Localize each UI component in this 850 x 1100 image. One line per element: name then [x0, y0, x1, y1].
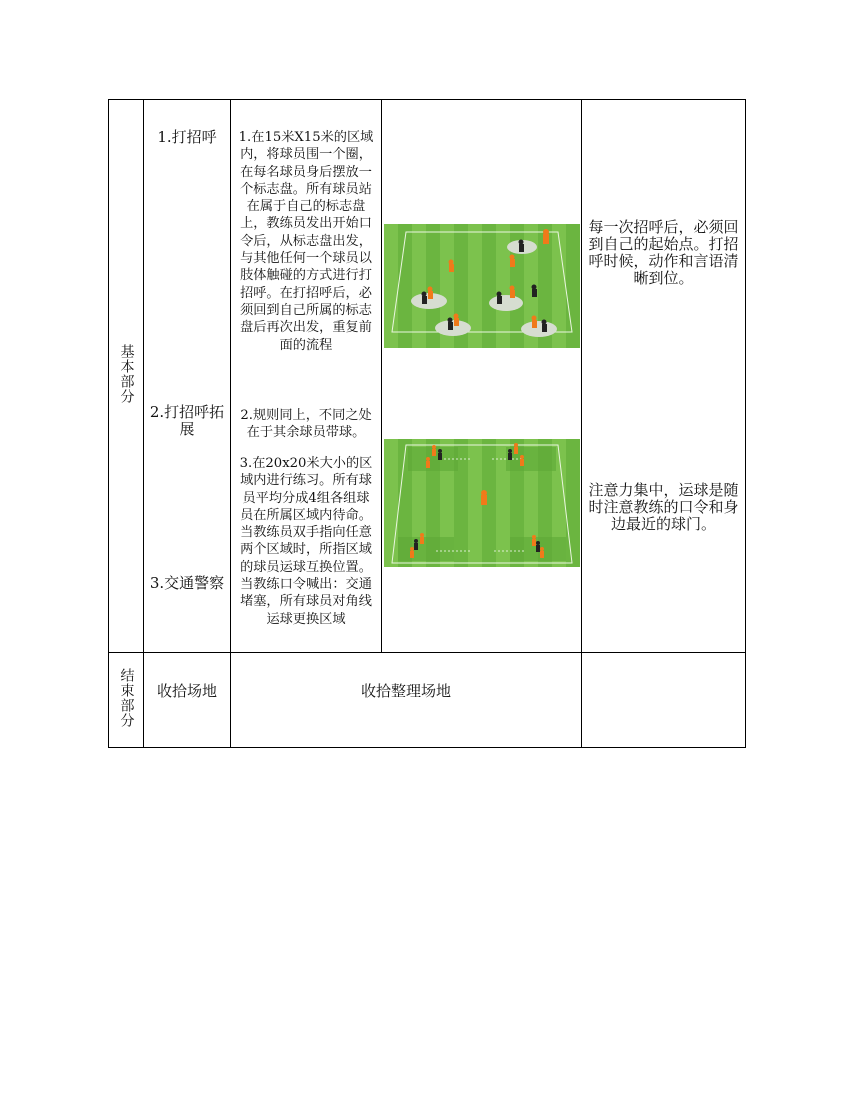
diagram-cell	[382, 100, 582, 653]
note-greet: 每一次招呼后，必须回到自己的起始点。打招呼时候，动作和言语清晰到位。	[588, 218, 739, 287]
closing-note-cell	[582, 653, 746, 748]
activity-descriptions-cell	[231, 100, 382, 653]
activity-name-greet-ext: 2.打招呼拓展	[149, 403, 225, 438]
activity-desc-greet: 1.在15米X15米的区域内，将球员围一个圈，在每名球员身后摆放一个标志盘。所有球员站在属于自己的标志盘上，教练员发出开始口令后，从标志盘出发，与其他任何一个球员以肢体触碰的方式进行打招呼。在打招呼后，必须回到自己所属的标志盘后再次出发，重复前面的流程	[238, 130, 374, 353]
lesson-plan-table	[108, 99, 746, 748]
activity-name-closing: 收拾场地	[156, 682, 217, 700]
activity-desc-greet-ext: 2.规则同上，不同之处在于其余球员带球。	[240, 408, 372, 441]
section-closing-label: 结束部分	[118, 667, 135, 728]
activity-desc-traffic: 3.在20x20米大小的区域内进行练习。所有球员平均分成4组各组球员在所属区域内待命。当教练员双手指向任意两个区域时，所指区域的球员运球互换位置。当教练口令喊出：交通堵塞，所有球员对角线运球更换区域	[239, 456, 373, 627]
section-closing	[109, 653, 144, 748]
activity-desc-closing: 收拾整理场地	[360, 682, 451, 700]
closing-desc-cell	[231, 653, 582, 748]
section-basic-label: 基本部分	[118, 343, 135, 404]
section-basic	[109, 100, 144, 653]
activity-name-traffic: 3.交通警察	[149, 574, 225, 592]
activity-name-greet: 1.打招呼	[157, 128, 217, 146]
closing-name-cell	[144, 653, 231, 748]
traffic-police-drill-diagram	[384, 439, 580, 567]
note-traffic: 注意力集中，运球是随时注意教练的口令和身边最近的球门。	[588, 481, 739, 533]
greeting-drill-diagram	[384, 224, 580, 348]
activity-names-cell	[144, 100, 231, 653]
notes-cell	[582, 100, 746, 653]
